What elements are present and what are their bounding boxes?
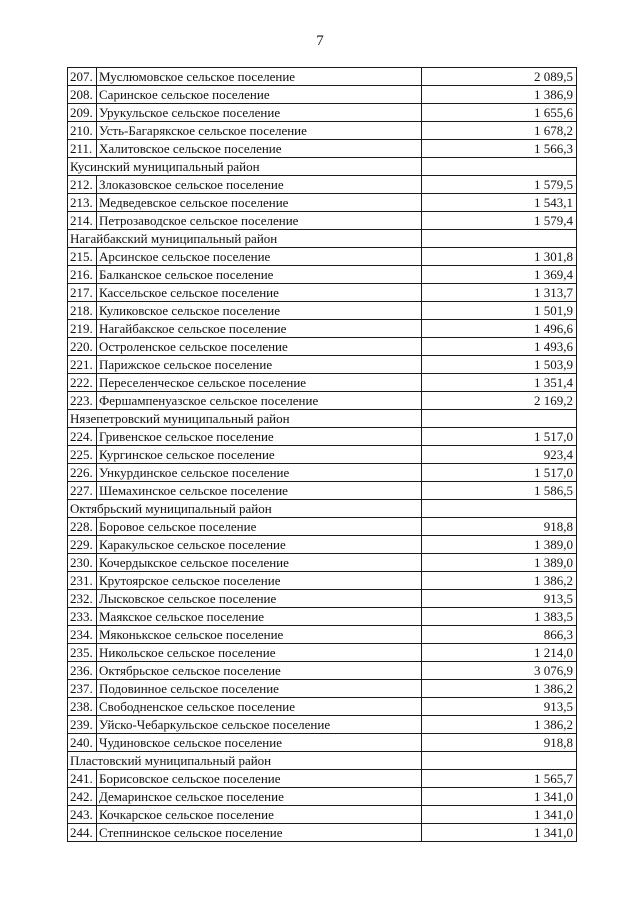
row-number: 210. <box>68 122 97 140</box>
settlement-value: 1 579,5 <box>422 176 577 194</box>
settlement-value: 1 389,0 <box>422 536 577 554</box>
row-number: 234. <box>68 626 97 644</box>
settlement-value: 3 076,9 <box>422 662 577 680</box>
row-number: 214. <box>68 212 97 230</box>
settlement-name: Гривенское сельское поселение <box>97 428 422 446</box>
table-row <box>68 788 577 806</box>
settlement-value: 1 503,9 <box>422 356 577 374</box>
settlement-value: 2 089,5 <box>422 68 577 86</box>
settlement-name: Свободненское сельское поселение <box>97 698 422 716</box>
settlement-name: Крутоярское сельское поселение <box>97 572 422 590</box>
table-row <box>68 662 577 680</box>
row-number: 242. <box>68 788 97 806</box>
settlement-name: Петрозаводское сельское поселение <box>97 212 422 230</box>
settlement-name: Мяконькское сельское поселение <box>97 626 422 644</box>
table-row <box>68 608 577 626</box>
table-row <box>68 122 577 140</box>
table-row <box>68 644 577 662</box>
table-row <box>68 176 577 194</box>
settlement-name: Кассельское сельское поселение <box>97 284 422 302</box>
settlement-name: Октябрьское сельское поселение <box>97 662 422 680</box>
settlement-value: 1 501,9 <box>422 302 577 320</box>
settlement-name: Балканское сельское поселение <box>97 266 422 284</box>
table-row <box>68 734 577 752</box>
table-row <box>68 248 577 266</box>
settlement-name: Парижское сельское поселение <box>97 356 422 374</box>
settlement-name: Фершампенуазское сельское поселение <box>97 392 422 410</box>
settlements-table <box>67 67 577 842</box>
table-row <box>68 806 577 824</box>
settlement-value: 1 301,8 <box>422 248 577 266</box>
settlement-value: 1 386,2 <box>422 680 577 698</box>
settlement-value: 918,8 <box>422 518 577 536</box>
settlement-value: 1 496,6 <box>422 320 577 338</box>
row-number: 230. <box>68 554 97 572</box>
table-row <box>68 392 577 410</box>
row-number: 215. <box>68 248 97 266</box>
row-number: 207. <box>68 68 97 86</box>
settlement-name: Подовинное сельское поселение <box>97 680 422 698</box>
row-number: 231. <box>68 572 97 590</box>
settlement-value: 1 517,0 <box>422 428 577 446</box>
settlement-value: 913,5 <box>422 698 577 716</box>
table-row <box>68 194 577 212</box>
row-number: 219. <box>68 320 97 338</box>
district-name: Октябрьский муниципальный район <box>68 500 422 518</box>
settlement-name: Кургинское сельское поселение <box>97 446 422 464</box>
settlement-value: 1 383,5 <box>422 608 577 626</box>
settlement-name: Степнинское сельское поселение <box>97 824 422 842</box>
table-row <box>68 320 577 338</box>
table-row <box>68 716 577 734</box>
settlement-name: Каракульское сельское поселение <box>97 536 422 554</box>
table-row <box>68 284 577 302</box>
table-row <box>68 356 577 374</box>
settlement-name: Уйско-Чебаркульское сельское поселение <box>97 716 422 734</box>
settlement-name: Медведевское сельское поселение <box>97 194 422 212</box>
row-number: 243. <box>68 806 97 824</box>
table-row <box>68 590 577 608</box>
row-number: 229. <box>68 536 97 554</box>
table-row <box>68 104 577 122</box>
district-name: Кусинский муниципальный район <box>68 158 422 176</box>
row-number: 241. <box>68 770 97 788</box>
row-number: 222. <box>68 374 97 392</box>
table-row <box>68 464 577 482</box>
settlement-name: Боровое сельское поселение <box>97 518 422 536</box>
settlement-name: Саринское сельское поселение <box>97 86 422 104</box>
row-number: 218. <box>68 302 97 320</box>
table-row <box>68 86 577 104</box>
table-row <box>68 446 577 464</box>
table-row <box>68 374 577 392</box>
row-number: 217. <box>68 284 97 302</box>
settlement-name: Усть-Багарякское сельское поселение <box>97 122 422 140</box>
settlements-table-body <box>68 68 577 842</box>
row-number: 232. <box>68 590 97 608</box>
settlement-value: 1 386,2 <box>422 716 577 734</box>
row-number: 226. <box>68 464 97 482</box>
row-number: 238. <box>68 698 97 716</box>
district-row <box>68 500 577 518</box>
table-row <box>68 338 577 356</box>
row-number: 233. <box>68 608 97 626</box>
settlement-name: Арсинское сельское поселение <box>97 248 422 266</box>
settlement-value: 1 313,7 <box>422 284 577 302</box>
settlement-value: 1 214,0 <box>422 644 577 662</box>
table-row <box>68 428 577 446</box>
settlement-value: 2 169,2 <box>422 392 577 410</box>
table-row <box>68 68 577 86</box>
row-number: 225. <box>68 446 97 464</box>
settlement-name: Шемахинское сельское поселение <box>97 482 422 500</box>
table-row <box>68 302 577 320</box>
settlement-value: 1 341,0 <box>422 788 577 806</box>
district-name: Нагайбакский муниципальный район <box>68 230 422 248</box>
settlement-value: 1 389,0 <box>422 554 577 572</box>
row-number: 223. <box>68 392 97 410</box>
row-number: 216. <box>68 266 97 284</box>
district-value-cell <box>422 500 577 518</box>
settlement-value: 923,4 <box>422 446 577 464</box>
settlement-value: 1 386,2 <box>422 572 577 590</box>
district-name: Нязепетровский муниципальный район <box>68 410 422 428</box>
settlement-value: 1 386,9 <box>422 86 577 104</box>
district-row <box>68 410 577 428</box>
settlement-value: 1 586,5 <box>422 482 577 500</box>
page-number: 7 <box>316 33 324 49</box>
settlement-value: 1 678,2 <box>422 122 577 140</box>
table-row <box>68 626 577 644</box>
settlement-name: Никольское сельское поселение <box>97 644 422 662</box>
settlement-name: Урукульское сельское поселение <box>97 104 422 122</box>
table-row <box>68 140 577 158</box>
settlement-name: Халитовское сельское поселение <box>97 140 422 158</box>
settlement-name: Кочердыкское сельское поселение <box>97 554 422 572</box>
settlement-value: 1 566,3 <box>422 140 577 158</box>
table-row <box>68 536 577 554</box>
district-row <box>68 158 577 176</box>
settlement-value: 1 351,4 <box>422 374 577 392</box>
settlement-value: 1 517,0 <box>422 464 577 482</box>
row-number: 224. <box>68 428 97 446</box>
table-row <box>68 554 577 572</box>
settlement-name: Куликовское сельское поселение <box>97 302 422 320</box>
settlement-value: 1 341,0 <box>422 806 577 824</box>
district-value-cell <box>422 158 577 176</box>
row-number: 212. <box>68 176 97 194</box>
settlement-value: 1 579,4 <box>422 212 577 230</box>
settlement-name: Остроленское сельское поселение <box>97 338 422 356</box>
settlement-value: 1 369,4 <box>422 266 577 284</box>
table-row <box>68 680 577 698</box>
row-number: 211. <box>68 140 97 158</box>
district-value-cell <box>422 230 577 248</box>
table-row <box>68 266 577 284</box>
settlement-value: 918,8 <box>422 734 577 752</box>
settlement-name: Муслюмовское сельское поселение <box>97 68 422 86</box>
settlement-value: 1 565,7 <box>422 770 577 788</box>
settlement-name: Чудиновское сельское поселение <box>97 734 422 752</box>
settlement-name: Маякское сельское поселение <box>97 608 422 626</box>
settlement-name: Злоказовское сельское поселение <box>97 176 422 194</box>
settlement-name: Ункурдинское сельское поселение <box>97 464 422 482</box>
settlement-value: 1 655,6 <box>422 104 577 122</box>
table-row <box>68 572 577 590</box>
table-row <box>68 482 577 500</box>
district-value-cell <box>422 410 577 428</box>
table-row <box>68 698 577 716</box>
district-name: Пластовский муниципальный район <box>68 752 422 770</box>
row-number: 208. <box>68 86 97 104</box>
row-number: 237. <box>68 680 97 698</box>
row-number: 213. <box>68 194 97 212</box>
settlement-value: 866,3 <box>422 626 577 644</box>
row-number: 239. <box>68 716 97 734</box>
settlement-name: Кочкарское сельское поселение <box>97 806 422 824</box>
settlement-value: 1 341,0 <box>422 824 577 842</box>
settlement-name: Демаринское сельское поселение <box>97 788 422 806</box>
row-number: 244. <box>68 824 97 842</box>
district-value-cell <box>422 752 577 770</box>
settlement-name: Переселенческое сельское поселение <box>97 374 422 392</box>
table-row <box>68 212 577 230</box>
settlement-name: Лысковское сельское поселение <box>97 590 422 608</box>
row-number: 240. <box>68 734 97 752</box>
settlement-value: 1 543,1 <box>422 194 577 212</box>
table-row <box>68 518 577 536</box>
row-number: 221. <box>68 356 97 374</box>
row-number: 235. <box>68 644 97 662</box>
row-number: 227. <box>68 482 97 500</box>
row-number: 209. <box>68 104 97 122</box>
district-row <box>68 752 577 770</box>
settlement-value: 1 493,6 <box>422 338 577 356</box>
settlement-value: 913,5 <box>422 590 577 608</box>
table-row <box>68 770 577 788</box>
row-number: 220. <box>68 338 97 356</box>
settlement-name: Нагайбакское сельское поселение <box>97 320 422 338</box>
row-number: 228. <box>68 518 97 536</box>
table-row <box>68 824 577 842</box>
district-row <box>68 230 577 248</box>
settlement-name: Борисовское сельское поселение <box>97 770 422 788</box>
row-number: 236. <box>68 662 97 680</box>
